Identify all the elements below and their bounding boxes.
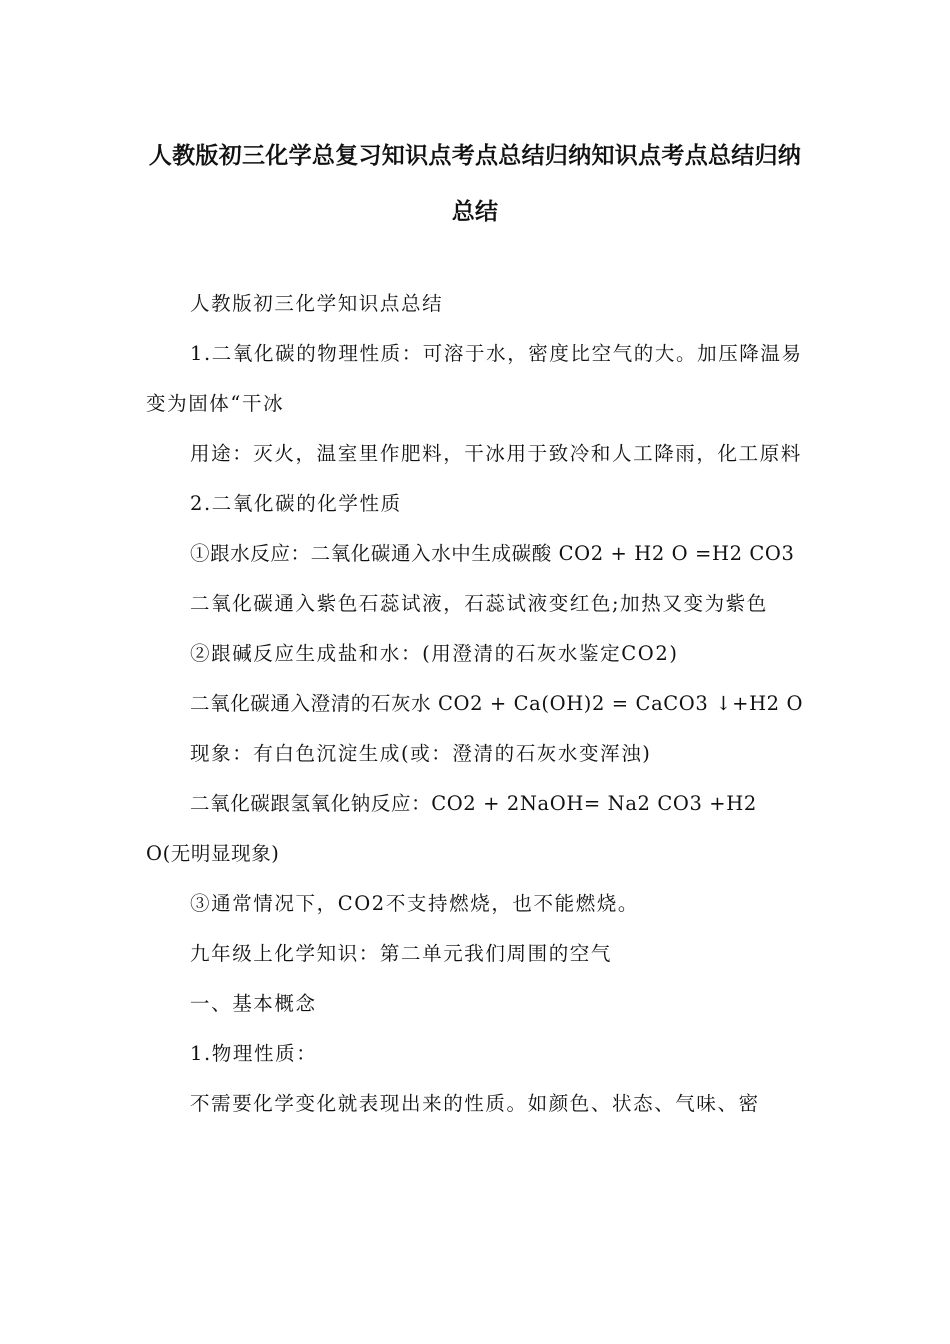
paragraph-1: 人教版初三化学知识点总结 [190,292,444,315]
document-title: 人教版初三化学总复习知识点考点总结归纳知识点考点总结归纳总结 [148,143,802,225]
paragraph-3: 用途：灭火，温室里作肥料，干冰用于致冷和人工降雨，化工原料 [190,442,802,465]
paragraph-13: 一、基本概念 [190,992,317,1015]
paragraph-9: 现象：有白色沉淀生成(或：澄清的石灰水变浑浊) [190,742,652,765]
paragraph-14: 1.物理性质： [190,1042,318,1065]
paragraph-6: 二氧化碳通入紫色石蕊试液，石蕊试液变红色;加热又变为紫色 [190,592,768,615]
paragraph-11: ③通常情况下，CO2不支持燃烧，也不能燃烧。 [190,892,640,915]
paragraph-8: 二氧化碳通入澄清的石灰水 CO2 + Ca(OH)2 = CaCO3 ↓+H2 O [190,692,804,715]
paragraph-7: ②跟碱反应生成盐和水：(用澄清的石灰水鉴定CO2) [190,642,679,665]
paragraph-2: 1.二氧化碳的物理性质：可溶于水，密度比空气的大。加压降温易变为固体“干冰 [146,342,803,415]
paragraph-10: 二氧化碳跟氢氧化钠反应：CO2 + 2NaOH= Na2 CO3 +H2 O(无明显现象) [146,792,757,865]
paragraph-5: ①跟水反应：二氧化碳通入水中生成碳酸 CO2 + H2 O =H2 CO3 [190,542,795,565]
paragraph-12: 九年级上化学知识：第二单元我们周围的空气 [190,942,613,965]
document-body [146,279,806,1129]
paragraph-15: 不需要化学变化就表现出来的性质。如颜色、状态、气味、密 [190,1092,760,1115]
paragraph-4: 2.二氧化碳的化学性质 [190,492,402,515]
